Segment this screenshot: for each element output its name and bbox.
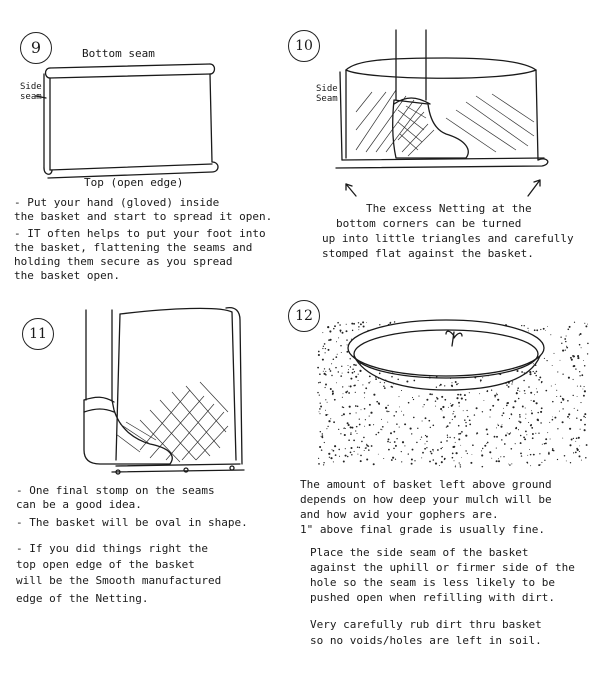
panel-9-text-line: holding them secure as you spread [14,255,233,268]
panel-9-text-line: - IT often helps to put your foot into [14,227,266,240]
side-seam-label-line1: Side [20,82,42,92]
panel-11-text-line: can be a good idea. [16,498,142,511]
side-seam-label-line2: seam [20,92,42,102]
panel-9-text-line: - Put your hand (gloved) inside [14,196,220,209]
step-number-10: 10 [288,30,320,62]
step-number-9: 9 [20,32,52,64]
panel-11-text-line: - The basket will be oval in shape. [16,516,248,529]
panel-12-text-line: Very carefully rub dirt thru basket [310,618,542,631]
panel-11-text-line: will be the Smooth manufactured [16,574,222,587]
bottom-seam-label: Bottom seam [82,47,155,60]
panel-12-text-line: 1" above final grade is usually fine. [300,523,546,536]
top-open-edge-label: Top (open edge) [84,176,184,189]
panel-12-text-line: and how avid your gophers are. [300,508,499,521]
flat-basket-illustration [0,0,296,200]
final-stomp-illustration [0,300,296,480]
side-seam-label-line1: Side [316,84,338,94]
panel-10-text-line: stomped flat against the basket. [322,247,534,260]
panel-12-text-line: Place the side seam of the basket [310,546,529,559]
panel-9-text-line: the basket open. [14,269,120,282]
panel-12-text-line: against the uphill or firmer side of the [310,561,575,574]
panel-9 [0,0,296,300]
panel-11-text-line: - If you did things right the [16,542,209,555]
panel-12-text-line: pushed open when refilling with dirt. [310,591,556,604]
basket-in-ground-illustration [296,300,593,470]
panel-10-text-line: bottom corners can be turned [336,217,522,230]
step-number-12: 12 [288,300,320,332]
panel-12 [296,300,593,682]
panel-11-text-line: edge of the Netting. [16,592,149,605]
side-seam-label-line2: Seam [316,94,338,104]
panel-9-text-line: the basket and start to spread it open. [14,210,273,223]
panel-12-text-line: hole so the seam is less likely to be [310,576,556,589]
panel-10-text-line: up into little triangles and carefully [322,232,574,245]
panel-12-text-line: so no voids/holes are left in soil. [310,634,542,647]
panel-11 [0,300,296,682]
panel-10 [296,0,593,300]
panel-9-text-line: the basket, flattening the seams and [14,241,253,254]
panel-12-text-line: depends on how deep your mulch will be [300,493,552,506]
panel-12-text-line: The amount of basket left above ground [300,478,552,491]
panel-11-text-line: - One final stomp on the seams [16,484,215,497]
panel-10-text-line: The excess Netting at the [366,202,532,215]
panel-11-text-line: top open edge of the basket [16,558,195,571]
step-number-11: 11 [22,318,54,350]
